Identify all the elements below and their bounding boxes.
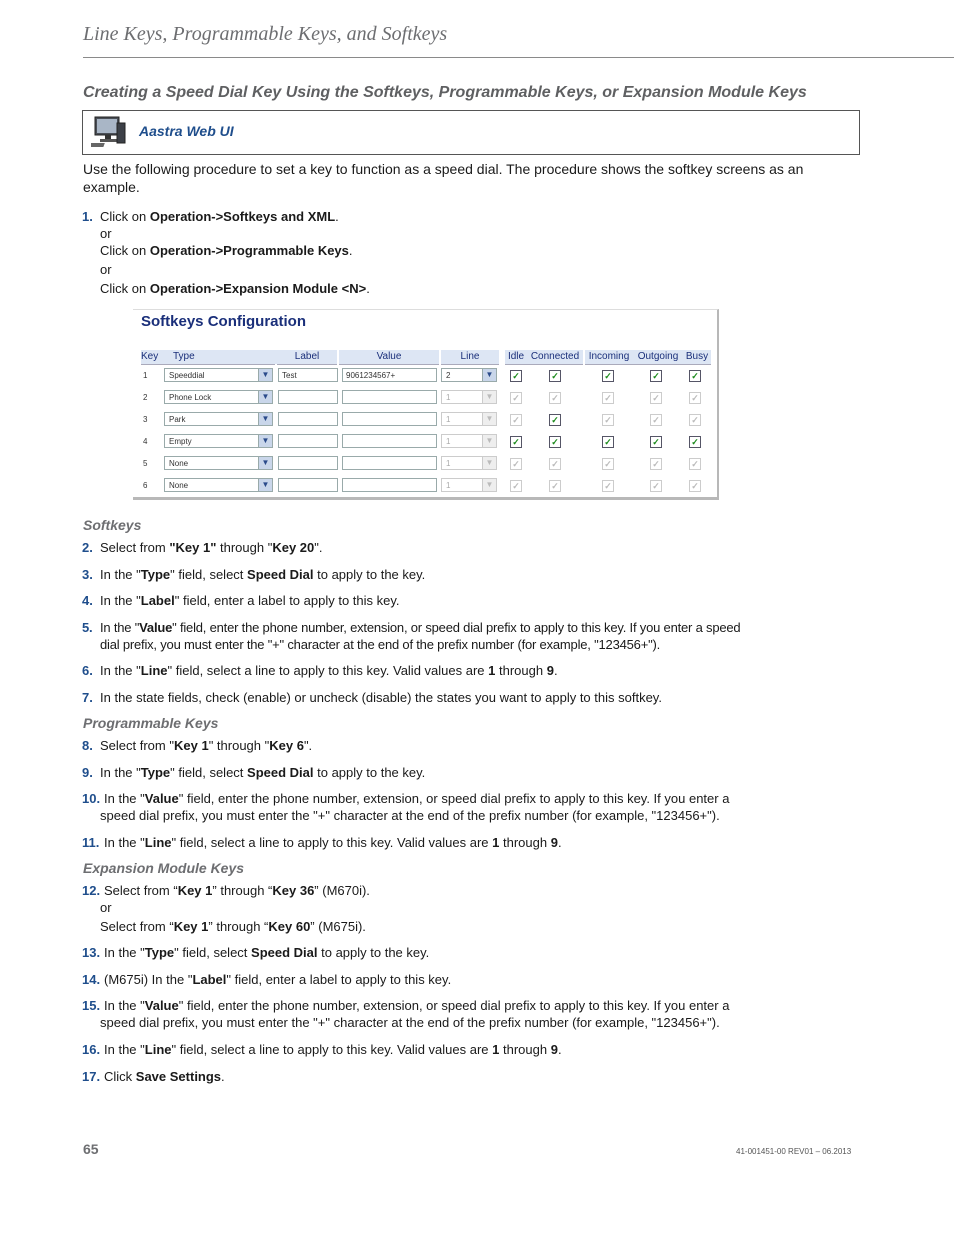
header-underline [163,364,275,365]
text-run: Value [144,998,179,1013]
text-run: " field, enter a label to apply to this key. [226,972,452,987]
chevron-down-icon: ▼ [482,391,496,403]
state-checkbox-outgoing[interactable]: ✓ [650,370,662,382]
chevron-down-icon: ▼ [258,391,272,403]
softkeys-config-screenshot [133,309,719,500]
header-rule [83,57,954,58]
type-value: Speeddial [169,371,205,380]
step-number: 1. [82,209,93,224]
column-header-idle: Idle [505,350,527,364]
step-number: 10. [82,791,101,806]
type-value: Park [169,415,186,424]
web-ui-callout [82,110,860,155]
text: . [348,243,353,258]
menu-path: Operation->Programmable Keys [149,243,349,258]
text-run: Line [144,835,172,850]
text-run: In the " [104,791,145,806]
text-run: Type [144,945,175,960]
section-heading: Creating a Speed Dial Key Using the Softkeys, Programmable Keys, or Expansion Module Keys [83,84,807,101]
column-header-line: Line [441,350,499,364]
or-text: or [100,226,112,241]
header-underline [277,364,337,365]
text-run: " field, enter a label to apply to this key. [174,593,400,608]
state-checkbox-busy[interactable]: ✓ [689,458,701,470]
text-run: through [499,835,551,850]
line-select[interactable] [441,412,497,426]
state-checkbox-idle[interactable]: ✓ [510,458,522,470]
subheading-softkeys: Softkeys [83,517,142,533]
chevron-down-icon: ▼ [482,413,496,425]
text: . [335,209,339,224]
state-checkbox-idle[interactable]: ✓ [510,436,522,448]
text-run: Value [139,620,173,635]
step-3 [82,566,780,583]
state-checkbox-incoming[interactable]: ✓ [602,458,614,470]
label-input[interactable]: Test [278,368,338,382]
chevron-down-icon: ▼ [482,479,496,491]
state-checkbox-busy[interactable]: ✓ [689,370,701,382]
step-number: 9. [82,765,93,780]
text: Click on [100,281,150,296]
text-run: through [495,663,547,678]
chevron-down-icon: ▼ [258,413,272,425]
step-1 [82,208,780,297]
header-underline [141,364,163,365]
chevron-down-icon: ▼ [258,435,272,447]
web-ui-label: Aastra Web UI [139,123,234,139]
state-checkbox-busy[interactable]: ✓ [689,414,701,426]
state-checkbox-busy[interactable]: ✓ [689,436,701,448]
value-input[interactable] [342,390,437,404]
text-run: 9 [550,835,558,850]
text-run: ” through “ [208,919,269,934]
state-checkbox-idle[interactable]: ✓ [510,414,522,426]
header-underline [585,364,633,365]
type-select[interactable] [164,412,273,426]
text-run: Type [140,567,171,582]
text-run: 9 [546,663,554,678]
line-value: 2 [446,371,451,380]
text-run: " field, select a line to apply to this key. Valid values are [171,835,493,850]
step-8 [82,737,780,754]
text-run: " through " [208,738,270,753]
step-number: 8. [82,738,93,753]
text-run: . [557,1042,562,1057]
type-select[interactable] [164,390,273,404]
text: . [366,281,370,296]
text-run: " field, enter the phone number, extension, or speed dial prefix to apply to this key. If you enter a speed dial prefix, you must enter the "+" character at the end of the prefix number (for example, "123456+"). [100,791,730,823]
text-run: Select from “ [104,883,178,898]
label-input[interactable] [278,478,338,492]
text-run: In the " [100,663,141,678]
step-2 [82,539,780,556]
text-run: Key 36 [272,883,315,898]
state-checkbox-idle[interactable]: ✓ [510,392,522,404]
key-number: 2 [143,393,148,402]
state-checkbox-busy[interactable]: ✓ [689,480,701,492]
column-header-connected: Connected [527,350,583,364]
text-run: through [499,1042,551,1057]
text-run: ” through “ [212,883,273,898]
state-checkbox-connected[interactable]: ✓ [549,480,561,492]
step-10 [82,790,740,824]
line-value: 1 [446,459,451,468]
state-checkbox-connected[interactable]: ✓ [549,414,561,426]
text-run: Save Settings [135,1069,222,1084]
key-number: 6 [143,481,148,490]
key-number: 1 [143,371,148,380]
step-number: 4. [82,593,93,608]
text-run: . [221,1069,225,1084]
text: Click on [100,243,150,258]
step-9 [82,764,780,781]
text-run: ". [303,738,313,753]
type-select[interactable] [164,368,273,382]
step-number: 6. [82,663,93,678]
line-value: 1 [446,437,451,446]
text-run: " field, select a line to apply to this key. Valid values are [167,663,489,678]
text-run: Click [104,1069,136,1084]
step-12 [82,882,780,935]
text-run: In the " [104,945,145,960]
state-checkbox-incoming[interactable]: ✓ [602,392,614,404]
text-run: Speed Dial [247,567,314,582]
state-checkbox-idle[interactable]: ✓ [510,480,522,492]
step-number: 3. [82,567,93,582]
text-run: Label [140,593,175,608]
value-input[interactable] [342,456,437,470]
screenshot-title: Softkeys Configuration [141,313,307,330]
text-run: ” (M670i). [314,883,370,898]
text-run: Select from " [100,738,174,753]
text-run: Key 20 [272,540,315,555]
text-run: In the " [100,593,141,608]
label-input[interactable] [278,434,338,448]
state-checkbox-outgoing[interactable]: ✓ [650,480,662,492]
line-value: 1 [446,481,451,490]
document-id: 41-001451-00 REV01 – 06.2013 [736,1147,852,1156]
state-checkbox-connected[interactable]: ✓ [549,370,561,382]
state-checkbox-idle[interactable]: ✓ [510,370,522,382]
state-checkbox-incoming[interactable]: ✓ [602,414,614,426]
step-4 [82,592,780,609]
chevron-down-icon: ▼ [482,369,496,381]
text-run: Key 6 [269,738,304,753]
step-16 [82,1041,780,1058]
text-run: 1 [488,663,496,678]
column-header-outgoing: Outgoing [633,350,683,364]
text-run: Select from “ [100,919,174,934]
text-run: to apply to the key. [317,945,430,960]
step-5 [82,619,760,653]
header-underline [633,364,683,365]
chevron-down-icon: ▼ [258,457,272,469]
key-number: 4 [143,437,148,446]
text-run: In the " [100,567,141,582]
step-13 [82,944,780,961]
chevron-down-icon: ▼ [482,435,496,447]
value-input[interactable] [342,434,437,448]
state-checkbox-outgoing[interactable]: ✓ [650,436,662,448]
text-run: In the " [104,835,145,850]
text: Click on [100,209,150,224]
chevron-down-icon: ▼ [482,457,496,469]
label-input[interactable] [278,390,338,404]
text-run: . [557,835,562,850]
step-number: 5. [82,620,93,635]
text-run: . [553,663,558,678]
text-run: Key 60 [268,919,311,934]
key-number: 3 [143,415,148,424]
chevron-down-icon: ▼ [258,369,272,381]
line-select[interactable] [441,368,497,382]
text-run: Value [144,791,179,806]
step-number: 2. [82,540,93,555]
state-checkbox-outgoing[interactable]: ✓ [650,458,662,470]
subheading-expansion-module-keys: Expansion Module Keys [83,860,245,876]
text-run: ". [314,540,323,555]
running-header: Line Keys, Programmable Keys, and Softkeys [83,23,448,45]
line-value: 1 [446,415,451,424]
text-run: In the " [100,765,141,780]
menu-path: Operation->Expansion Module <N> [149,281,367,296]
step-number: 13. [82,945,101,960]
line-select[interactable] [441,434,497,448]
key-number: 5 [143,459,148,468]
text-run: " field, enter the phone number, extension, or speed dial prefix to apply to this key. If you enter a speed dial prefix, you must enter the "+" character at the end of the prefix number (for example, "123456+"). [100,620,741,652]
text-run: In the state fields, check (enable) or uncheck (disable) the states you want to apply to this softkey. [100,690,662,705]
text-run: " field, select a line to apply to this key. Valid values are [171,1042,493,1057]
text-run: "Key 1" [169,540,217,555]
text-run: In the " [104,1042,145,1057]
column-header-incoming: Incoming [585,350,633,364]
step-number: 12. [82,883,101,898]
text-run: 1 [492,1042,500,1057]
step-15 [82,997,740,1031]
label-input[interactable] [278,456,338,470]
page-number: 65 [83,1141,99,1157]
text-run: In the " [104,998,145,1013]
text-run: " field, enter the phone number, extension, or speed dial prefix to apply to this key. If you enter a speed dial prefix, you must enter the "+" character at the end of the prefix number (for example, "123456+"). [100,998,730,1030]
text-run: to apply to the key. [313,567,426,582]
text-run: " field, select [174,945,252,960]
header-underline [683,364,711,365]
type-value: Phone Lock [169,393,212,402]
value-input[interactable]: 9061234567+ [342,368,437,382]
step-6 [82,662,780,679]
text-run: Line [144,1042,172,1057]
intro-paragraph: Use the following procedure to set a key to function as a speed dial. The procedure shows the softkey screens as an example. [83,161,804,195]
text-run: 9 [550,1042,558,1057]
text-run: through " [216,540,273,555]
state-checkbox-connected[interactable]: ✓ [549,436,561,448]
column-header-type: Type [163,350,285,364]
menu-path: Operation->Softkeys and XML [149,209,336,224]
state-checkbox-connected[interactable]: ✓ [549,458,561,470]
subheading-programmable-keys: Programmable Keys [83,715,219,731]
step-number: 17. [82,1069,101,1084]
column-header-key: Key [141,350,163,364]
text-run: or [100,900,112,915]
text-run: Select from [100,540,170,555]
text-run: Key 1 [177,883,213,898]
text-run: Speed Dial [251,945,318,960]
text-run: (M675i) In the " [104,972,193,987]
column-header-label: Label [277,350,337,364]
step-14 [82,971,780,988]
text-run: " field, select [170,567,248,582]
state-checkbox-incoming[interactable]: ✓ [602,480,614,492]
state-checkbox-connected[interactable]: ✓ [549,392,561,404]
line-select[interactable] [441,390,497,404]
step-number: 15. [82,998,101,1013]
step-17 [82,1068,780,1085]
step-number: 7. [82,690,93,705]
step-7 [82,689,780,706]
column-header-busy: Busy [683,350,711,364]
or-text: or [100,262,112,277]
step-number: 14. [82,972,101,987]
type-value: None [169,459,189,468]
type-select[interactable] [164,456,273,470]
text-run: ” (M675i). [310,919,366,934]
text-run: " field, select [170,765,248,780]
text-run: Key 1 [173,738,209,753]
chevron-down-icon: ▼ [258,479,272,491]
computer-icon [91,115,129,154]
header-underline [441,364,499,365]
state-checkbox-outgoing[interactable]: ✓ [650,414,662,426]
text-run: 1 [492,835,500,850]
line-select[interactable] [441,456,497,470]
step-11 [82,834,780,851]
column-header-value: Value [339,350,439,364]
type-value: Empty [169,437,192,446]
text-run: Key 1 [173,919,209,934]
header-underline [339,364,439,365]
value-input[interactable] [342,478,437,492]
step-number: 11. [82,835,100,850]
state-checkbox-outgoing[interactable]: ✓ [650,392,662,404]
text-run: Speed Dial [247,765,314,780]
line-select[interactable] [441,478,497,492]
line-value: 1 [446,393,451,402]
type-select[interactable] [164,434,273,448]
state-checkbox-incoming[interactable]: ✓ [602,436,614,448]
text-run: Type [140,765,171,780]
label-input[interactable] [278,412,338,426]
text-run: Label [192,972,227,987]
step-number: 16. [82,1042,101,1057]
state-checkbox-busy[interactable]: ✓ [689,392,701,404]
text-run: to apply to the key. [313,765,426,780]
text-run: Line [140,663,168,678]
header-underline [527,364,583,365]
type-select[interactable] [164,478,273,492]
state-checkbox-incoming[interactable]: ✓ [602,370,614,382]
type-value: None [169,481,189,490]
text-run: In the " [100,620,140,635]
header-underline [505,364,527,365]
value-input[interactable] [342,412,437,426]
